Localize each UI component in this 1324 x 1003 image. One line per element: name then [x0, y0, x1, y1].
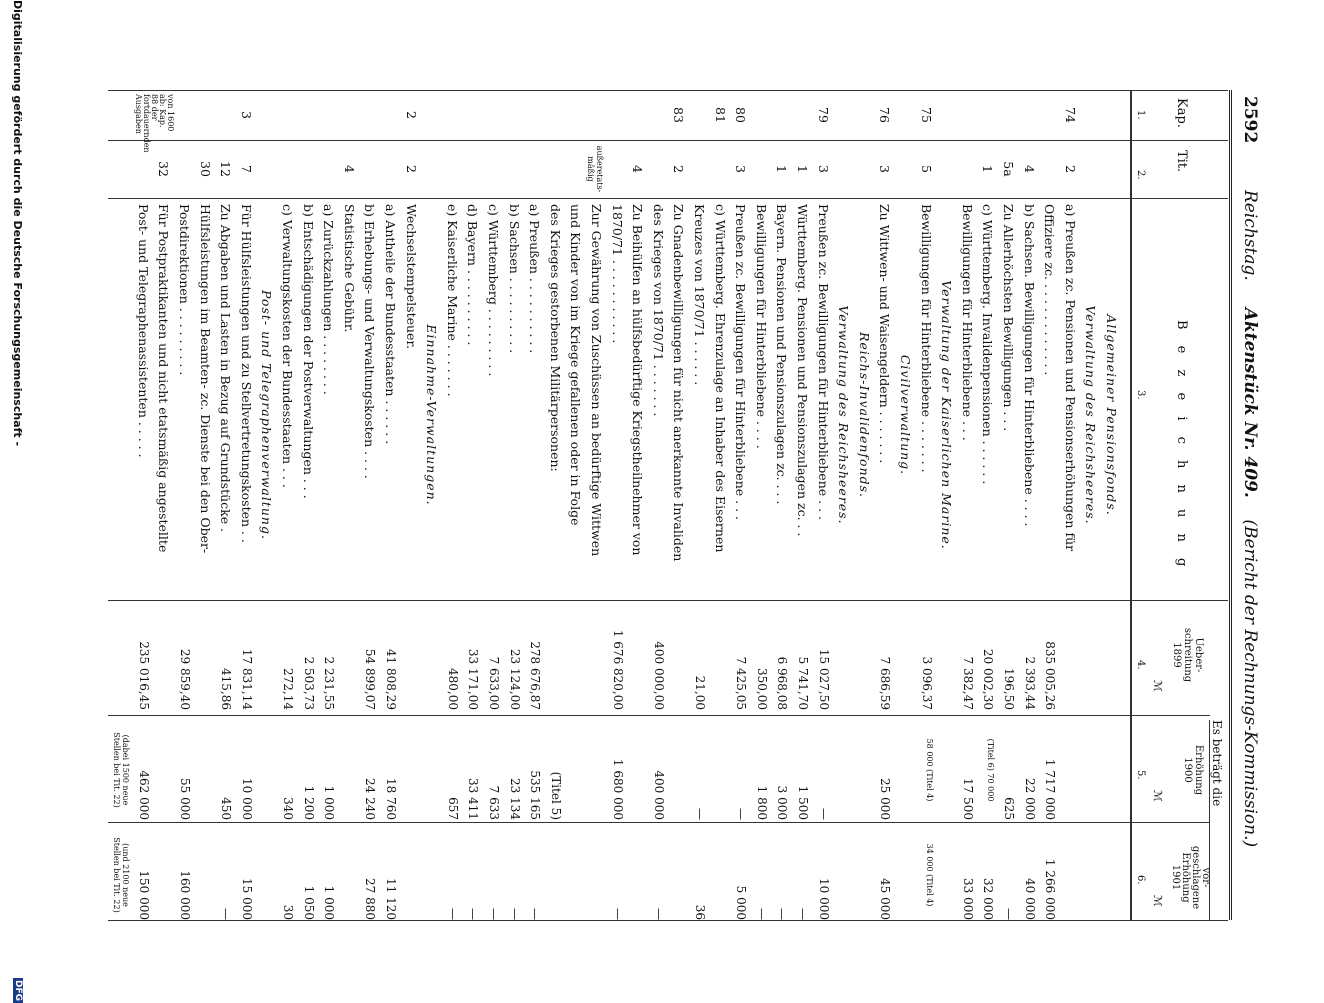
header-group-rule — [1209, 720, 1210, 920]
mark-symbol-5: ℳ — [1151, 790, 1164, 802]
value-ueberschreitung-1899: 5 741,70 — [796, 656, 810, 710]
value-ueberschreitung-1899: 1 676 820,00 — [610, 629, 625, 710]
page-title — [1240, 190, 1260, 910]
value-ueberschreitung-1899: 835 005,26 — [1043, 641, 1058, 710]
dfg-logo: DFG — [13, 980, 23, 1002]
row-tit: 3 — [815, 165, 831, 173]
row-tit: 5a — [1001, 161, 1016, 177]
value-erhoehung-1900: — — [734, 808, 749, 820]
value-erhoehung-1900: 58 000 (Titel 4) — [924, 738, 934, 802]
value-vorgeschlagene-1901: 27 880 — [363, 878, 378, 920]
page-number: 2592 — [1240, 96, 1260, 144]
row-kap: 83 — [671, 107, 687, 123]
row-description: b) Entschädigungen der Postverwaltungen . . . — [300, 204, 316, 499]
row-tit: 4 — [630, 165, 646, 173]
value-vorgeschlagene-1901: — — [651, 908, 666, 920]
value-erhoehung-1900: 1 800 — [754, 785, 769, 820]
value-erhoehung-1900: 24 240 — [363, 778, 378, 820]
section-heading: Post- und Telegraphenverwaltung. — [259, 290, 275, 540]
row-description: Preußen zc. Bewilligungen für Hinterbliebene . . . — [815, 204, 831, 520]
row-tit: 1 — [774, 165, 790, 173]
col-divider-1 — [108, 140, 1228, 141]
value-erhoehung-1900: 340 — [281, 797, 295, 820]
row-description: Württemberg. Pensionen und Pensionszulagen zc. . . — [795, 204, 810, 537]
col-header-es-betraegt: Es beträgt die — [1210, 720, 1224, 807]
row-tit: 12 — [218, 161, 234, 177]
row-description: Zu Beihülfen an hülfsbedürftige Kriegstheilnehmer von — [630, 204, 646, 556]
value-erhoehung-1900: 450 — [219, 797, 234, 820]
value-erhoehung-1900: — — [816, 808, 831, 820]
row-tit: 2 — [1062, 165, 1078, 173]
row-description: a) Antheile der Bundesstaaten . . . . . . — [383, 204, 398, 445]
value-vorgeschlagene-1901: 1 266 000 — [1043, 858, 1058, 920]
row-tit: 4 — [341, 165, 357, 173]
row-description: d) Bayern . . . . . . . . . . — [465, 204, 481, 346]
value-erhoehung-1900: 1 200 — [301, 785, 316, 820]
value-vorgeschlagene-1901: 30 — [281, 904, 295, 920]
row-description: Zur Gewährung von Zuschüssen an bedürftige Wittwen — [589, 204, 604, 557]
value-ueberschreitung-1899: 33 171,00 — [466, 648, 481, 710]
row-tit: außeretats-mäßig — [586, 145, 604, 193]
row-kap: 3 — [238, 111, 254, 119]
row-description: Für Postpraktikanten und nicht etatsmäßig angestellte — [156, 204, 172, 553]
value-erhoehung-1900: 1 717 000 — [1043, 758, 1058, 820]
row-description: Für Hülfsleistungen und zu Stellvertretungskosten . . — [238, 204, 254, 543]
col-header-kap: Kap. — [1174, 98, 1189, 128]
value-ueberschreitung-1899: 29 859,40 — [178, 648, 192, 710]
row-description: Statistische Gebühr. — [341, 204, 357, 333]
footer-text: Digitalisierung gefördert durch die Deutsche Forschungsgemeinschaft - — [11, 0, 24, 447]
value-ueberschreitung-1899: 20 002,30 — [981, 648, 996, 710]
section-heading: Verwaltung des Reichsheeres. — [1083, 305, 1099, 525]
row-tit: 1 — [980, 165, 996, 173]
row-tit: 3 — [877, 165, 893, 173]
row-kap: 81 — [712, 107, 728, 123]
row-description: des Krieges von 1870/71 . . . . . . . — [650, 204, 666, 417]
value-ueberschreitung-1899: 15 027,50 — [816, 648, 831, 710]
value-ueberschreitung-1899: 54 899,07 — [363, 648, 378, 710]
value-vorgeschlagene-1901: 160 000 — [178, 870, 192, 920]
row-description: c) Württemberg . . . . . . . . . — [486, 204, 501, 377]
title-right: (Bericht der Rechnungs-Kommission.) — [1240, 519, 1260, 848]
value-ueberschreitung-1899: 41 808,29 — [384, 648, 398, 710]
section-heading: Verwaltung der Kaiserlichen Marine. — [939, 280, 955, 550]
value-erhoehung-1900: 1 680 000 — [610, 758, 625, 820]
row-description: a) Preußen . . . . . . . . . . — [527, 204, 543, 354]
row-description: Preußen zc. Bewilligungen für Hinterbliebene . . . — [733, 204, 749, 520]
row-tit: 7 — [238, 165, 254, 173]
row-description: b) Erhebungs- und Verwaltungskosten . . . . — [362, 204, 378, 479]
row-description: Postdirektionen . . . . . . . . . — [177, 204, 192, 376]
value-erhoehung-1900: 625 — [1002, 797, 1016, 820]
row-description: Kreuzes von 1870/71 . . . . . . — [692, 204, 707, 386]
row-kap: 2 — [403, 111, 419, 119]
col-header-ueberschreitung: Ueber- schreitung 1899 — [1171, 627, 1204, 683]
value-ueberschreitung-1899: 17 831,14 — [239, 648, 254, 710]
row-description: Offiziere zc. . . . . . . . . . . . . — [1042, 204, 1058, 376]
row-tit: 3 — [733, 165, 749, 173]
section-heading: Verwaltung des Reichsheeres. — [836, 305, 852, 525]
value-vorgeschlagene-1901: — — [507, 908, 522, 920]
value-vorgeschlagene-1901: — — [445, 908, 460, 920]
value-vorgeschlagene-1901: 1 050 — [301, 885, 316, 920]
row-description: e) Kaiserliche Marine . . . . . . . — [444, 204, 460, 397]
col-header-tit: Tit. — [1174, 150, 1189, 173]
value-ueberschreitung-1899: 350,00 — [754, 668, 769, 710]
row-description: Bewilligungen für Hinterbliebene . . . — [959, 204, 975, 441]
value-ueberschreitung-1899: 400 000,00 — [651, 641, 666, 710]
value-vorgeschlagene-1901: 5 000 — [734, 885, 749, 920]
row-tit: 1 — [795, 165, 810, 173]
row-kap: 79 — [815, 107, 831, 123]
row-tit: 30 — [197, 161, 213, 177]
value-erhoehung-1900: 18 760 — [384, 778, 398, 820]
value-vorgeschlagene-1901: — — [775, 908, 790, 920]
value-ueberschreitung-1899: 7 686,59 — [878, 656, 893, 710]
row-description: c) Württemberg. Invalidenpensionen . . . . . . — [980, 204, 996, 485]
row-kap: 76 — [877, 107, 893, 123]
value-ueberschreitung-1899: 2 231,55 — [322, 656, 337, 710]
mark-symbol-6: ℳ — [1151, 895, 1164, 907]
row-description: des Krieges gestorbenen Militärpersonen: — [547, 204, 563, 472]
value-vorgeschlagene-1901: 1 000 — [322, 885, 337, 920]
value-erhoehung-1900: 33 411 — [466, 778, 481, 820]
value-ueberschreitung-1899: 480,00 — [445, 668, 460, 710]
value-erhoehung-1900: 400 000 — [651, 770, 666, 820]
value-vorgeschlagene-1901: — — [610, 908, 625, 920]
value-ueberschreitung-1899: 278 676,87 — [528, 641, 543, 710]
value-vorgeschlagene-1901: 150 000 — [136, 870, 151, 920]
row-description: a) Preußen zc. Pensionen und Pensionserhöhungen für — [1062, 204, 1078, 552]
value-vorgeschlagene-1901: — — [528, 908, 543, 920]
value-erhoehung-1900: 22 000 — [1022, 778, 1037, 820]
value-erhoehung-1900: 3 000 — [775, 785, 790, 820]
row-description: Bewilligungen für Hinterbliebene . . . . — [753, 204, 769, 449]
row-kap: 74 — [1062, 107, 1078, 123]
col-divider-6 — [108, 920, 1228, 921]
value-ueberschreitung-1899: 2 503,73 — [301, 656, 316, 710]
row-tit: 32 — [156, 161, 172, 177]
value-erhoehung-1900: (dabei 1500 neue Stellen bei Tit. 22) — [112, 732, 131, 808]
row-description: b) Sachsen . . . . . . . . . . — [506, 204, 522, 354]
value-erhoehung-1900: 657 — [445, 797, 460, 820]
value-vorgeschlagene-1901: 45 000 — [878, 878, 893, 920]
value-erhoehung-1900: 25 000 — [878, 778, 893, 820]
row-description: Zu Gnadenbewilligungen für nicht anerkannte Invaliden — [671, 204, 687, 562]
row-kap: 80 — [733, 107, 749, 123]
value-vorgeschlagene-1901: (und 2100 neue Stellen bei Tit. 22) — [112, 837, 131, 913]
col-num-6: 6. — [1135, 875, 1146, 885]
section-heading: Einnahme-Verwaltungen. — [424, 324, 440, 506]
value-erhoehung-1900: 7 633 — [487, 785, 501, 820]
header-rule — [1229, 90, 1232, 920]
col-num-2: 2. — [1135, 170, 1146, 180]
row-kap: 75 — [918, 107, 934, 123]
col-header-erhoehung: Erhöhung 1900 — [1182, 744, 1204, 796]
col-header-vorgeschlagene: vor- geschlagene Erhöhung 1901 — [1170, 845, 1211, 910]
value-erhoehung-1900: 17 500 — [960, 778, 975, 820]
mark-symbol-4: ℳ — [1151, 680, 1164, 692]
row-tit: 5 — [918, 165, 934, 173]
value-erhoehung-1900: 535 165 — [528, 770, 543, 820]
header-bottom-rule — [1130, 90, 1132, 920]
row-description: Bayern. Pensionen und Pensionszulagen zc. . . . — [774, 204, 790, 505]
value-vorgeschlagene-1901: 11 120 — [384, 878, 398, 920]
value-erhoehung-1900: (Titel 6) 70 000 — [986, 738, 996, 802]
value-vorgeschlagene-1901: — — [754, 908, 769, 920]
value-vorgeschlagene-1901: — — [466, 908, 481, 920]
row-description: Hülfsleistungen im Beamten- zc. Dienste bei den Ober- — [197, 204, 213, 554]
row-description: Zu Wittwen- und Waisengeldern . . . . . . . — [877, 204, 893, 464]
row-description: c) Verwaltungskosten der Bundesstaaten . . . — [280, 204, 295, 488]
value-ueberschreitung-1899: 21,00 — [693, 675, 707, 710]
value-ueberschreitung-1899: 7 633,00 — [487, 656, 501, 710]
value-erhoehung-1900: 55 000 — [178, 778, 192, 820]
col-num-4: 4. — [1135, 660, 1146, 670]
section-heading: Allgemeiner Pensionsfonds. — [1104, 314, 1119, 516]
value-erhoehung-1900: 23 134 — [507, 778, 522, 820]
row-description: Wechselstempelsteuer. — [403, 204, 419, 350]
value-erhoehung-1900: 10 000 — [239, 778, 254, 820]
row-description: und Kinder von im Kriege gefallenen oder in Folge — [568, 204, 584, 526]
page-header — [1214, 0, 1324, 1000]
col-num-1: 1. — [1135, 110, 1146, 120]
row-tit: 4 — [1021, 165, 1037, 173]
row-description: c) Württemberg. Ehrenzulage an Inhaber des Eisernen — [712, 204, 728, 553]
row-tit: 2 — [403, 165, 419, 173]
section-heading: Civilverwaltung. — [898, 354, 913, 476]
col-num-3: 3. — [1135, 390, 1146, 400]
title-mid: Aktenstück Nr. 409. — [1240, 307, 1260, 498]
value-vorgeschlagene-1901: 36 — [693, 904, 707, 920]
value-ueberschreitung-1899: 2 393,44 — [1022, 656, 1037, 710]
col-num-5: 5. — [1135, 770, 1146, 780]
row-description: 1870/71 . . . . . . . . . . . — [609, 204, 625, 344]
value-ueberschreitung-1899: 3 096,37 — [919, 656, 934, 710]
value-ueberschreitung-1899: 272,14 — [281, 668, 295, 710]
value-ueberschreitung-1899: 6 968,08 — [775, 656, 790, 710]
value-vorgeschlagene-1901: 33 000 — [960, 878, 975, 920]
value-vorgeschlagene-1901: — — [1002, 908, 1016, 920]
row-description: Bewilligungen für Hinterbliebene . . . . . . . — [918, 204, 934, 473]
row-description: Zu Abgaben und Lasten in Bezug auf Grundstücke . — [218, 204, 234, 533]
col-divider-5 — [108, 822, 1210, 823]
value-vorgeschlagene-1901: 15 000 — [239, 878, 254, 920]
value-ueberschreitung-1899: 7 425,05 — [734, 656, 749, 710]
value-vorgeschlagene-1901: — — [796, 908, 810, 920]
value-ueberschreitung-1899: 23 124,00 — [507, 648, 522, 710]
value-ueberschreitung-1899: 235 016,45 — [136, 641, 151, 710]
value-vorgeschlagene-1901: — — [487, 908, 501, 920]
col-header-bezeichnung: B e z e i c h n u n g — [1174, 320, 1189, 573]
value-erhoehung-1900: 1 000 — [322, 785, 337, 820]
row-tit: 2 — [671, 165, 687, 173]
side-note: von 1600 ab: Kap. 88 der fortdauernden Ausgaben — [134, 94, 175, 153]
value-vorgeschlagene-1901: — — [219, 908, 234, 920]
value-ueberschreitung-1899: 415,86 — [219, 668, 234, 710]
col-divider-4 — [108, 715, 1210, 716]
col-divider-3 — [108, 600, 1228, 601]
section-heading: Reichs-Invalidenfonds. — [856, 331, 872, 499]
col-divider-0 — [108, 90, 1228, 91]
value-erhoehung-1900: 462 000 — [136, 770, 151, 820]
value-vorgeschlagene-1901: 32 000 — [981, 878, 996, 920]
row-description: b) Sachsen. Bewilligungen für Hinterbliebene . . . . — [1021, 204, 1037, 527]
row-description: Zu Allerhöchsten Bewilligungen . . . — [1001, 204, 1016, 432]
value-ueberschreitung-1899: 7 382,47 — [960, 656, 975, 710]
title-left: Reichstag. — [1240, 190, 1260, 281]
row-description: a) Zurückzahlungen . . . . . . . . — [321, 204, 337, 395]
value-erhoehung-1900: — — [693, 808, 707, 820]
row-description: Post- und Telegraphenassistenten . . . . . — [135, 204, 151, 458]
value-vorgeschlagene-1901: 40 000 — [1022, 878, 1037, 920]
col-divider-2 — [108, 198, 1228, 199]
value-erhoehung-1900: (Titel 5) — [548, 771, 563, 820]
value-vorgeschlagene-1901: 34 000 (Titel 4) — [924, 843, 934, 907]
value-ueberschreitung-1899: 196,50 — [1002, 668, 1016, 710]
value-vorgeschlagene-1901: 10 000 — [816, 878, 831, 920]
value-erhoehung-1900: 1 500 — [796, 785, 810, 820]
